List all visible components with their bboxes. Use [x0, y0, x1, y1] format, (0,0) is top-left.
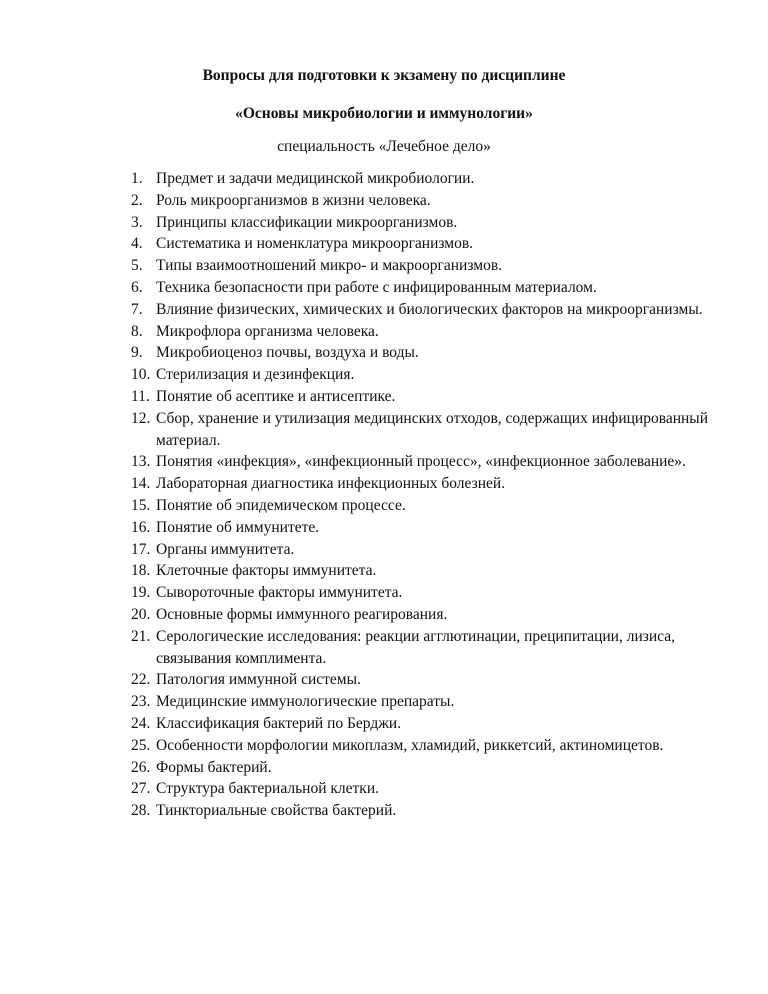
question-item	[131, 233, 731, 255]
question-number: 2.	[131, 191, 143, 209]
question-item	[131, 539, 731, 561]
question-number: 5.	[131, 257, 143, 275]
question-item	[131, 299, 731, 321]
question-number: 9.	[131, 344, 143, 362]
question-item	[131, 800, 731, 822]
question-item	[131, 517, 731, 539]
question-text: Патология иммунной системы.	[156, 671, 361, 689]
question-item	[131, 408, 731, 452]
question-number: 11.	[131, 387, 150, 405]
question-number: 28.	[131, 802, 151, 820]
question-number: 10.	[131, 366, 151, 384]
question-text: Принципы классификации микроорганизмов.	[156, 213, 458, 231]
question-text: Тинкториальные свойства бактерий.	[156, 802, 397, 820]
question-text: Понятие об иммунитете.	[156, 518, 320, 536]
question-number: 6.	[131, 278, 143, 296]
question-item	[131, 560, 731, 582]
question-item	[131, 451, 731, 473]
question-item	[131, 757, 731, 779]
question-number: 18.	[131, 562, 151, 580]
question-number: 4.	[131, 235, 143, 253]
question-number: 3.	[131, 213, 143, 231]
question-text: Микрофлора организма человека.	[156, 322, 379, 340]
question-item	[131, 713, 731, 735]
question-item	[131, 255, 731, 277]
question-number: 1.	[131, 170, 143, 187]
question-number: 16.	[131, 518, 151, 536]
question-item	[131, 190, 731, 212]
question-number: 26.	[131, 758, 151, 776]
question-text: Микробиоценоз почвы, воздуха и воды.	[156, 344, 419, 362]
question-item	[131, 604, 731, 626]
question-item	[131, 669, 731, 691]
question-item	[131, 582, 731, 604]
question-text: Органы иммунитета.	[156, 540, 295, 558]
question-number: 8.	[131, 322, 143, 340]
question-text: Медицинские иммунологические препараты.	[156, 693, 455, 711]
question-number: 15.	[131, 496, 151, 514]
question-item	[131, 626, 731, 670]
question-item	[131, 277, 731, 299]
question-text: Техника безопасности при работе с инфицированным материалом.	[156, 278, 597, 296]
question-item	[131, 342, 731, 364]
discipline-title: «Основы микробиологии и иммунологии»	[235, 105, 533, 122]
question-text: Понятие об асептике и антисептике.	[156, 387, 396, 405]
question-text: Систематика и номенклатура микроорганизмов.	[156, 235, 474, 253]
question-text: Влияние физических, химических и биологических факторов на микроорганизмы.	[156, 300, 703, 318]
question-number: 12.	[131, 409, 151, 427]
question-text: Серологические исследования: реакции агглютинации, преципитации, лизиса, связывания комплимента.	[156, 627, 675, 667]
questions-list	[131, 168, 731, 822]
question-text: Сывороточные факторы иммунитета.	[156, 584, 403, 602]
question-number: 7.	[131, 300, 143, 318]
question-number: 23.	[131, 693, 151, 711]
question-item	[131, 364, 731, 386]
question-text: Клеточные факторы иммунитета.	[156, 562, 377, 580]
question-item	[131, 735, 731, 757]
question-item	[131, 168, 731, 190]
question-text: Стерилизация и дезинфекция.	[156, 366, 355, 384]
question-item	[131, 212, 731, 234]
question-item	[131, 321, 731, 343]
question-text: Предмет и задачи медицинской микробиологии.	[156, 170, 475, 187]
question-item	[131, 495, 731, 517]
question-text: Основные формы иммунного реагирования.	[156, 605, 448, 623]
question-number: 14.	[131, 475, 151, 493]
specialty-subtitle: специальность «Лечебное дело»	[277, 138, 491, 155]
question-text: Особенности морфологии микоплазм, хламидий, риккетсий, актиномицетов.	[156, 736, 664, 754]
question-number: 22.	[131, 671, 151, 689]
question-number: 20.	[131, 605, 151, 623]
question-text: Формы бактерий.	[156, 758, 272, 776]
question-number: 17.	[131, 540, 151, 558]
question-text: Понятие об эпидемическом процессе.	[156, 496, 406, 514]
question-text: Лабораторная диагностика инфекционных болезней.	[156, 475, 506, 493]
question-number: 24.	[131, 714, 151, 732]
question-text: Классификация бактерий по Берджи.	[156, 714, 402, 732]
question-text: Сбор, хранение и утилизация медицинских отходов, содержащих инфицированный материал.	[156, 409, 708, 449]
question-number: 19.	[131, 584, 151, 602]
question-item	[131, 778, 731, 800]
question-number: 21.	[131, 627, 151, 645]
question-item	[131, 691, 731, 713]
question-text: Типы взаимоотношений микро- и макроорганизмов.	[156, 257, 503, 275]
question-text: Структура бактериальной клетки.	[156, 780, 379, 798]
question-item	[131, 386, 731, 408]
document-title: Вопросы для подготовки к экзамену по дисциплине	[202, 67, 566, 84]
question-text: Роль микроорганизмов в жизни человека.	[156, 191, 431, 209]
question-text: Понятия «инфекция», «инфекционный процесс», «инфекционное заболевание».	[156, 453, 686, 471]
question-number: 13.	[131, 453, 151, 471]
question-number: 25.	[131, 736, 151, 754]
question-item	[131, 473, 731, 495]
question-number: 27.	[131, 780, 151, 798]
